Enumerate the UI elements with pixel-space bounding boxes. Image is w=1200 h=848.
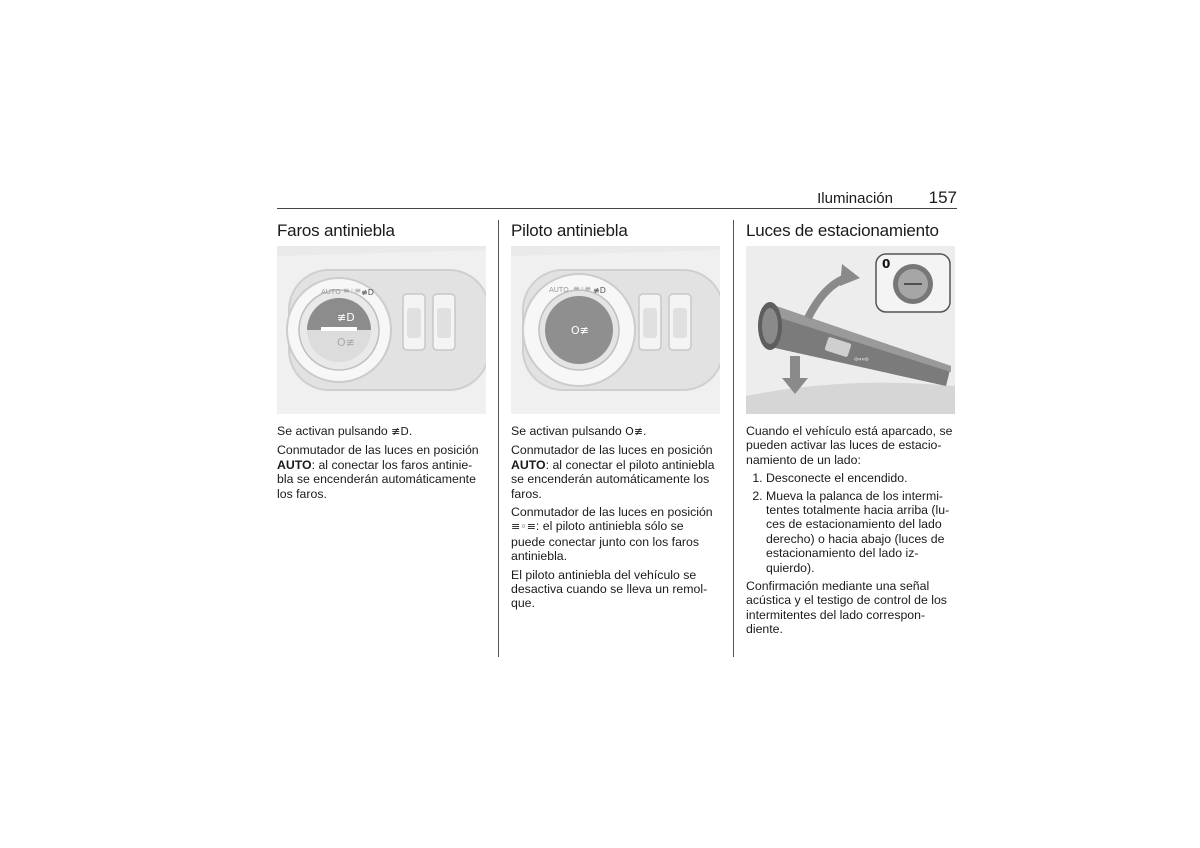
svg-text:O≢: O≢ [337,336,355,349]
light-switch-image [277,246,486,414]
paragraph: El piloto antiniebla del vehículo se desactiva cuando se lleva un remol-que. [511,567,708,611]
header-rule [277,208,957,209]
svg-text:≢D: ≢D [337,311,355,324]
sidelight-icon: ≡◦≡ [511,520,536,534]
svg-text:⇦⇨: ⇦⇨ [854,355,870,365]
section-heading: Piloto antiniebla [511,221,628,240]
svg-text:≡◦≡: ≡◦≡ [573,284,592,293]
page-number: 157 [928,188,957,207]
svg-text:≡◦≡: ≡◦≡ [343,286,362,295]
light-switch-illustration [277,246,486,414]
auto-label: AUTO [321,288,341,296]
section-title: Iluminación [817,190,893,207]
page-header [277,186,957,208]
text: Conmutador de las luces en posición [277,443,479,458]
paragraph: Cuando el vehículo está aparcado, se pueden activar las luces de estacio-namiento de un lado: [746,424,953,467]
paragraph [511,505,721,564]
steps-list [746,471,956,575]
svg-text:≢D: ≢D [593,286,606,295]
paragraph [277,443,487,501]
auto-label: AUTO [549,286,569,294]
column-divider [733,220,734,657]
column-rear-fog-light [511,220,721,615]
svg-text:≢D: ≢D [361,288,374,297]
text: Conmutador de las luces en posición [511,443,713,458]
fog-light-icon: ≢D [391,425,409,438]
svg-text:O≢: O≢ [571,324,589,337]
bold-term: AUTO [277,457,312,472]
column-divider [498,220,499,657]
light-switch-image [511,246,720,414]
list-item: 1. Desconecte el encendido. [766,471,956,485]
text: Se activan pulsando [277,424,392,438]
light-switch-illustration [511,246,720,414]
text: Conmutador de las luces en posición [511,505,713,520]
paragraph: Confirmación mediante una señal acústica y el testigo de control de los intermitentes del lado correspon-diente. [746,579,947,637]
paragraph [511,424,721,439]
text: : el piloto antiniebla sólo se puede conectar junto con los faros antiniebla. [511,519,699,564]
paragraph [511,443,721,501]
list-item: 2. Mueva la palanca de los intermi-tentes totalmente hacia arriba (lu-ces de estacionamiento del lado derecho) o hacia abajo (luces de estacionamiento del lado iz-quierdo). [766,489,956,575]
bold-term: AUTO [511,457,546,472]
section-heading: Faros antiniebla [277,221,395,240]
zero-label: 0 [882,257,891,271]
column-parking-lights [746,220,956,641]
turn-signal-lever-image [746,246,955,414]
text: . [408,424,413,438]
turn-signal-lever-illustration [746,246,955,414]
text: : al conectar los faros antinie-bla se encenderán automáticamente los faros. [277,457,476,501]
section-heading: Luces de estacionamiento [746,221,939,240]
text: Se activan pulsando [511,424,626,438]
text: . [643,424,647,438]
text: : al conectar el piloto antiniebla se encenderán automáticamente los faros. [511,457,715,501]
rear-fog-light-icon: O≢ [625,425,644,438]
paragraph [277,424,487,439]
column-fog-lights [277,220,487,505]
